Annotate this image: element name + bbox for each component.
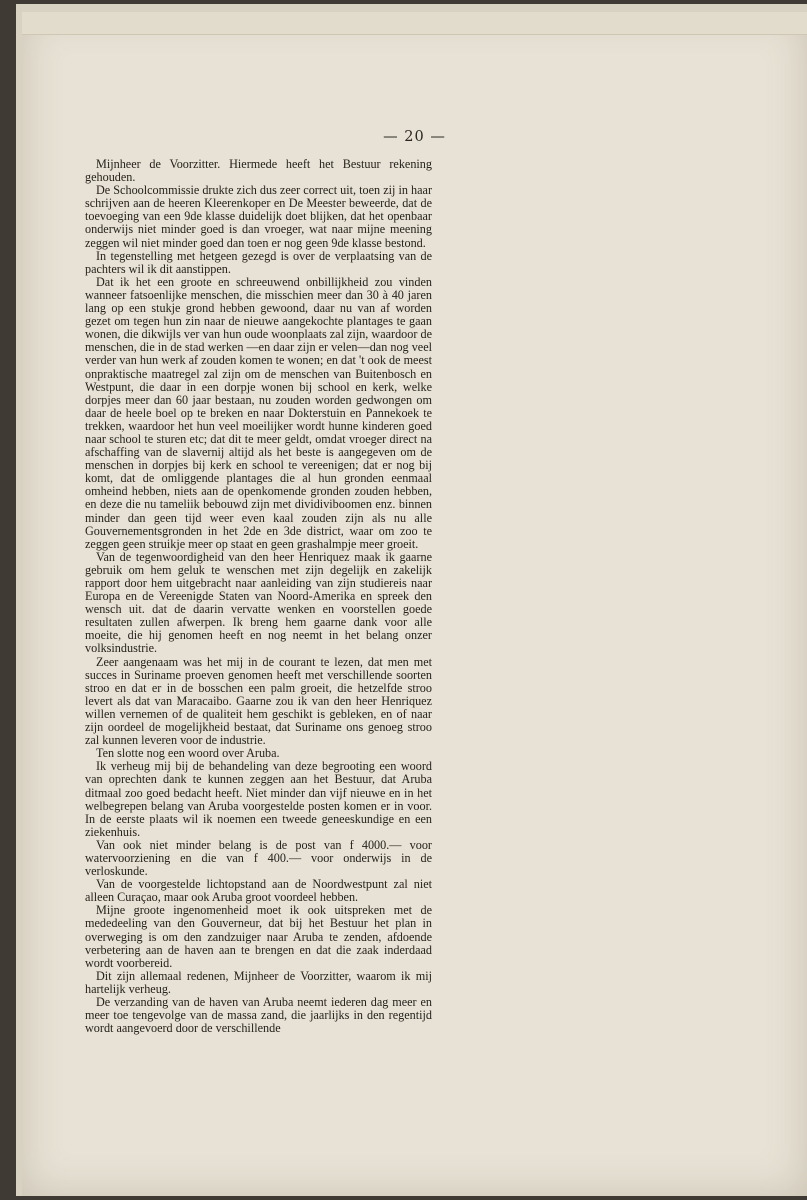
paragraph: In tegenstelling met hetgeen gezegd is over de verplaatsing van de pachters wil ik dit aanstippen. xyxy=(85,248,432,276)
paragraph: Ten slotte nog een woord over Aruba. xyxy=(96,746,280,761)
page-top-edge xyxy=(22,12,807,35)
document-page xyxy=(22,12,807,1196)
paragraph: Ik verheug mij bij de behandeling van deze begrooting een woord van oprechten dank te kunnen zeggen aan het Bestuur, dat Aruba ditmaal zoo goed bedacht heeft. Niet minder dan vijf nieuwe en in het welbegrepen belang van Aruba voorgestelde posten komen er in voor. In de eerste plaats wil ik noemen een tweede geneeskundige en een ziekenhuis. xyxy=(85,759,432,839)
paragraph: Dit zijn allemaal redenen, Mijnheer de Voorzitter, waarom ik mij hartelijk verheug. xyxy=(85,968,432,996)
page-number: — 20 — xyxy=(383,129,446,145)
paragraph: Van ook niet minder belang is de post van f 4000.— voor watervoorziening en die van f 400.— voor onderwijs in de verloskunde. xyxy=(85,837,432,879)
paragraph: De Schoolcommissie drukte zich dus zeer correct uit, toen zij in haar schrijven aan de heeren Kleerenkoper en De Meester beweerde, dat de toevoeging van een 9de klasse duidelijk doet blijken, dat het openbaar onderwijs niet minder goed is dan vroeger, wat naar mijne meening zeggen wil niet minder goed dan toen er nog geen 9de klasse bestond. xyxy=(85,183,432,250)
paragraph: Mijne groote ingenomenheid moet ik ook uitspreken met de mededeeling van den Gouverneur, dat bij het Bestuur het plan in overweging is om den zandzuiger naar Aruba te zenden, afdoende verbetering aan de haven aan te brengen en dat die zaak inderdaad wordt voorbereid. xyxy=(85,903,432,970)
paragraph: Dat ik het een groote en schreeuwend onbillijkheid zou vinden wanneer fatsoenlijke menschen, die misschien meer dan 30 à 40 jaren lang op een stukje grond hebben gewoond, daar nu van af worden gezet om tegen hun zin naar de nieuwe aangekochte plantages te gaan wonen, die dikwijls ver van hun oude woonplaats zal zijn, waardoor de menschen, die in de stad werken —en daar zijn er velen—dan nog veel verder van hun werk af zouden komen te wonen; en dat 't ook de meest onpraktische maatregel zal zijn om de menschen van Buitenbosch en Westpunt, die daar in een dorpje wonen bij school en kerk, welke dorpjes meer dan 60 jaar bestaan, nu zouden worden gedwongen om daar de heele boel op te breken en naar Dokterstuin en Pannekoek te trekken, waardoor het hun veel moeilijker wordt hunne kinderen goed naar school te sturen etc; dat dit te meer geldt, omdat vroeger direct na afschaffing van de slavernij altijd als het beste is aangegeven om de menschen in dorpjes bij kerk en school te vereenigen; dat er nog bij komt, dat de omliggende plantages die al hun gronden eenmaal omheind hebben, niets aan de openkomende gronden zouden hebben, en deze die nu tameliik bebouwd zijn met dividiviboomen enz. binnen minder dan geen tijd weer even kaal zouden zijn als nu alle Gouvernementsgronden in het 2de en 3de district, waar om zoo te zeggen geen struikje meer op staat en geen grashalmpje meer groeit. xyxy=(85,274,432,551)
paragraph: Zeer aangenaam was het mij in de courant te lezen, dat men met succes in Suriname proeven genomen heeft met verschillende soorten stroo en dat er in de bosschen een palm groeit, die hetzelfde stroo levert als dat van Maracaibo. Gaarne zou ik van den heer Henriquez willen vernemen of de qualiteit hem geschikt is gebleken, en of naar zijn oordeel de mogelijkheid bestaat, dat Suriname ons genoeg stroo zal kunnen leveren voor de industrie. xyxy=(85,654,432,748)
paragraph: De verzanding van de haven van Aruba neemt iederen dag meer en meer toe tengevolge van de massa zand, die jaarlijks in den regentijd wordt aangevoerd door de verschillende xyxy=(85,995,432,1036)
text-column xyxy=(85,158,432,1035)
paragraph: Van de tegenwoordigheid van den heer Henriquez maak ik gaarne gebruik om hem geluk te wenschen met zijn degelijk en zakelijk rapport door hem uitgebracht naar aanleiding van zijn studiereis naar Europa en de Vereenigde Staten van Noord-Amerika en spreek den wensch uit. dat de daarin vervatte wenken en voorstellen goede resultaten zullen afwerpen. Ik breng hem gaarne dank voor alle moeite, die hij genomen heeft en nog neemt in het belang onzer volksindustrie. xyxy=(85,549,432,656)
paragraph: Van de voorgestelde lichtopstand aan de Noordwestpunt zal niet alleen Curaçao, maar ook Aruba groot voordeel hebben. xyxy=(85,877,432,905)
paragraph: Mijnheer de Voorzitter. Hiermede heeft het Bestuur rekening gehouden. xyxy=(85,157,432,185)
